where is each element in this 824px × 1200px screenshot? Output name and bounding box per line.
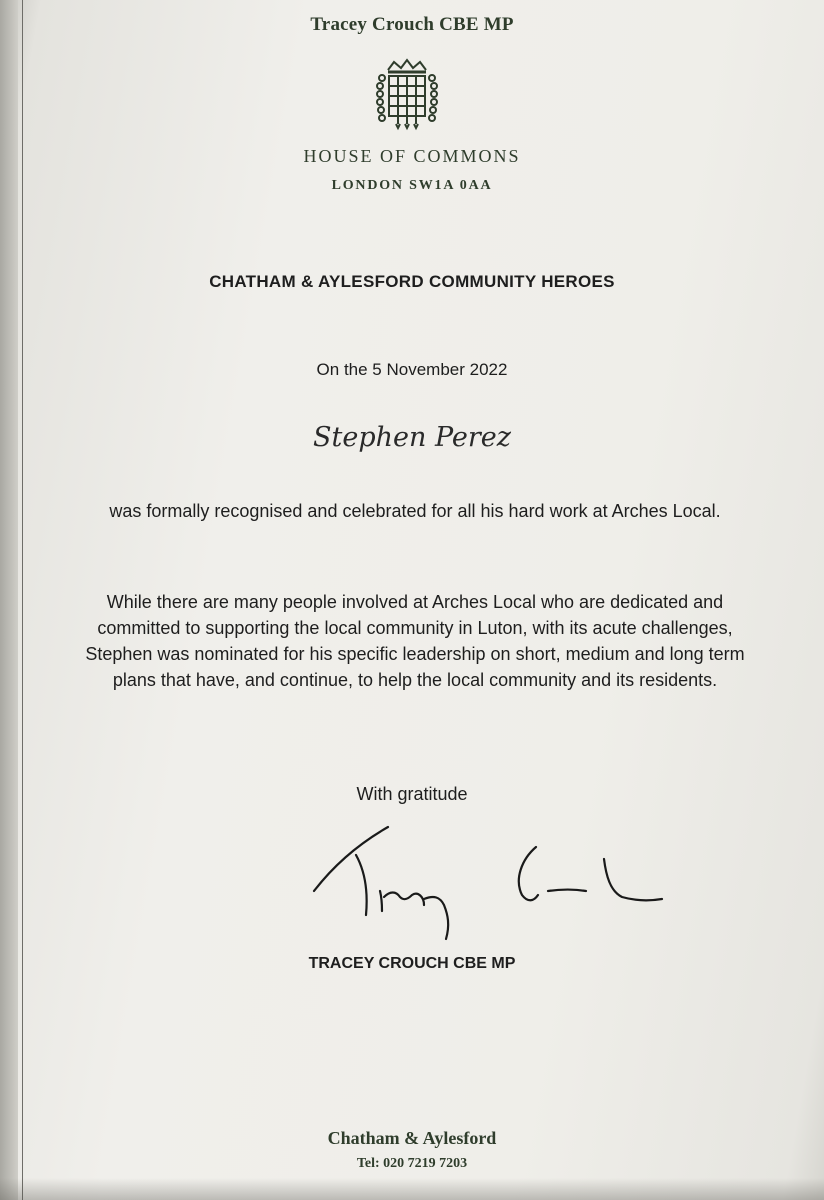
handwritten-signature-icon	[300, 815, 680, 955]
certificate-title: CHATHAM & AYLESFORD COMMUNITY HEROES	[209, 272, 615, 291]
portcullis-icon	[374, 56, 440, 132]
closing-line: With gratitude	[356, 784, 468, 804]
letterhead-address: LONDON SW1A 0AA	[331, 178, 493, 193]
recipient-name: Stephen Perez	[313, 422, 511, 453]
date-line: On the 5 November 2022	[316, 360, 508, 379]
paper-shadow	[0, 1178, 824, 1200]
letterhead-mp-name: Tracey Crouch CBE MP	[310, 14, 514, 35]
nomination-paragraph: While there are many people involved at Arches Local who are dedicated and committed to supporting the local community in Luton, with its acute challenges, Stephen was nominated for his specific leadership on short, medium and long term plans that have, and continue, to help the local community and its residents.	[85, 592, 745, 690]
recognition-paragraph: was formally recognised and celebrated for all his hard work at Arches Local.	[109, 501, 721, 521]
footer-constituency: Chatham & Aylesford	[327, 1128, 497, 1148]
signatory-name: TRACEY CROUCH CBE MP	[308, 955, 516, 972]
letterhead-house: HOUSE OF COMMONS	[303, 146, 521, 166]
footer-telephone: Tel: 020 7219 7203	[356, 1156, 468, 1171]
